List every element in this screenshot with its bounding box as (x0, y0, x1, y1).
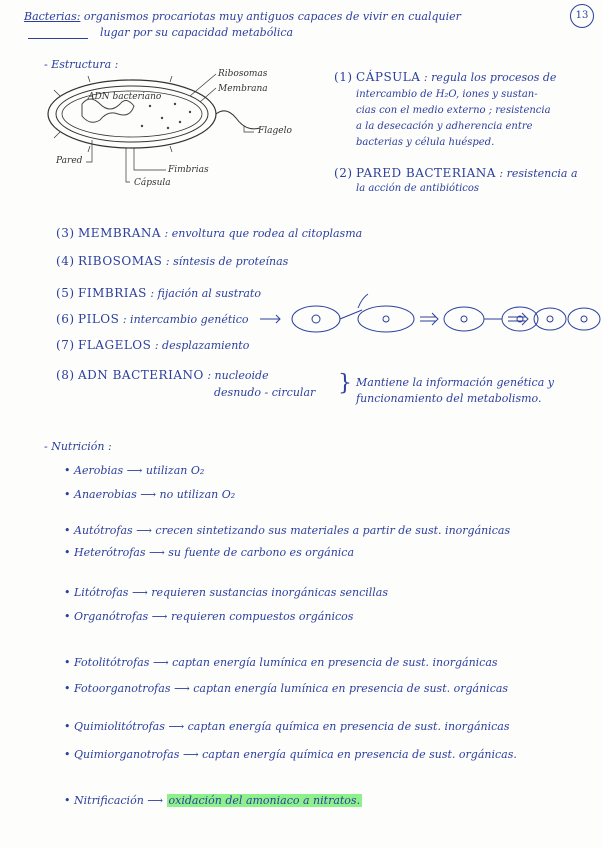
item-capsula-num: (1) (334, 70, 353, 84)
nutricion-row-6: • Fotolitótrofas ⟶ captan energía lumínica en presencia de sust. inorgánicas (64, 656, 498, 669)
header-line-2: lugar por su capacidad metabólica (100, 26, 294, 39)
diagram-label-ribosomas: Ribosomas (218, 69, 268, 79)
item-adn-note-2: funcionamiento del metabolismo. (356, 392, 542, 405)
nutricion-row-8: • Quimiolitótrofas ⟶ captan energía química en presencia de sust. inorgánicas (64, 720, 510, 733)
item-flagelos: (7) FLAGELOS : desplazamiento (56, 338, 250, 352)
nutricion-row-10: • Nitrificación ⟶ oxidación del amoniaco a nitratos. (64, 794, 361, 807)
item-capsula-title: CÁPSULA (356, 70, 421, 84)
nutricion-row-1: • Anaerobias ⟶ no utilizan O₂ (64, 488, 236, 501)
diagram-label-adn: ADN bacteriano (88, 92, 162, 102)
page-number: 13 (570, 4, 594, 28)
nutricion-title: - Nutrición : (44, 440, 112, 453)
diagram-label-fimbrias: Fimbrias (168, 165, 209, 175)
nutricion-row-0: • Aerobias ⟶ utilizan O₂ (64, 464, 205, 477)
item-capsula-line-4: bacterias y célula huésped. (356, 137, 495, 148)
item-ribosomas: (4) RIBOSOMAS : síntesis de proteínas (56, 254, 289, 268)
nutricion-row-9: • Quimiorganotrofas ⟶ captan energía química en presencia de sust. orgánicas. (64, 748, 517, 761)
nutricion-row-4: • Litótrofas ⟶ requieren sustancias inorgánicas sencillas (64, 586, 389, 599)
header-underline (28, 38, 88, 39)
item-adn: (8) ADN BACTERIANO : nucleoide (56, 368, 269, 382)
item-pared-line-1: la acción de antibióticos (356, 183, 480, 194)
diagram-label-flagelo: Flagelo (258, 126, 292, 136)
flagellum (216, 111, 260, 129)
item-pared-num: (2) (334, 166, 353, 180)
item-adn-note-1: Mantiene la información genética y (356, 376, 554, 389)
item-capsula (334, 70, 556, 85)
item-capsula-line-3: a la desecación y adherencia entre (356, 121, 533, 132)
item-pilos: (6) PILOS : intercambio genético (56, 312, 249, 326)
estructura-title: - Estructura : (44, 58, 119, 71)
item-pared-title: PARED BACTERIANA (356, 166, 496, 180)
item-capsula-line-2: cias con el medio externo ; resistencia (356, 105, 551, 116)
item-capsula-line-1: intercambio de H₂O, iones y sustan- (356, 89, 538, 100)
nutricion-row-7: • Fotoorganotrofas ⟶ captan energía lumínica en presencia de sust. orgánicas (64, 682, 509, 695)
item-pared (334, 166, 578, 181)
diagram-label-pared: Pared (56, 156, 83, 166)
conjugation-sketch (258, 288, 602, 338)
diagram-label-membrana: Membrana (218, 84, 268, 94)
header-label: Bacterias: (24, 10, 81, 23)
capsule-outline (48, 80, 216, 148)
brace: } (338, 371, 352, 396)
dna-squiggle (82, 99, 134, 122)
item-capsula-text: : regula los procesos de (423, 71, 557, 84)
header-line-1 (24, 10, 461, 24)
highlighted-text: oxidación del amoniaco a nitratos. (168, 794, 361, 807)
item-pared-text: : resistencia a (499, 167, 578, 180)
nutricion-row-5: • Organótrofas ⟶ requieren compuestos orgánicos (64, 610, 354, 623)
nutricion-row-2: • Autótrofas ⟶ crecen sintetizando sus materiales a partir de sust. inorgánicas (64, 524, 511, 537)
nutricion-row-3: • Heterótrofas ⟶ su fuente de carbono es orgánica (64, 546, 355, 559)
item-membrana: (3) MEMBRANA : envoltura que rodea al citoplasma (56, 226, 363, 240)
diagram-label-capsula: Cápsula (134, 178, 171, 188)
item-fimbrias: (5) FIMBRIAS : fijación al sustrato (56, 286, 261, 300)
ribosome-dots (141, 103, 191, 129)
item-adn-text-2: desnudo - circular (214, 386, 316, 399)
header-text-1: organismos procariotas muy antiguos capaces de vivir en cualquier (83, 10, 461, 23)
